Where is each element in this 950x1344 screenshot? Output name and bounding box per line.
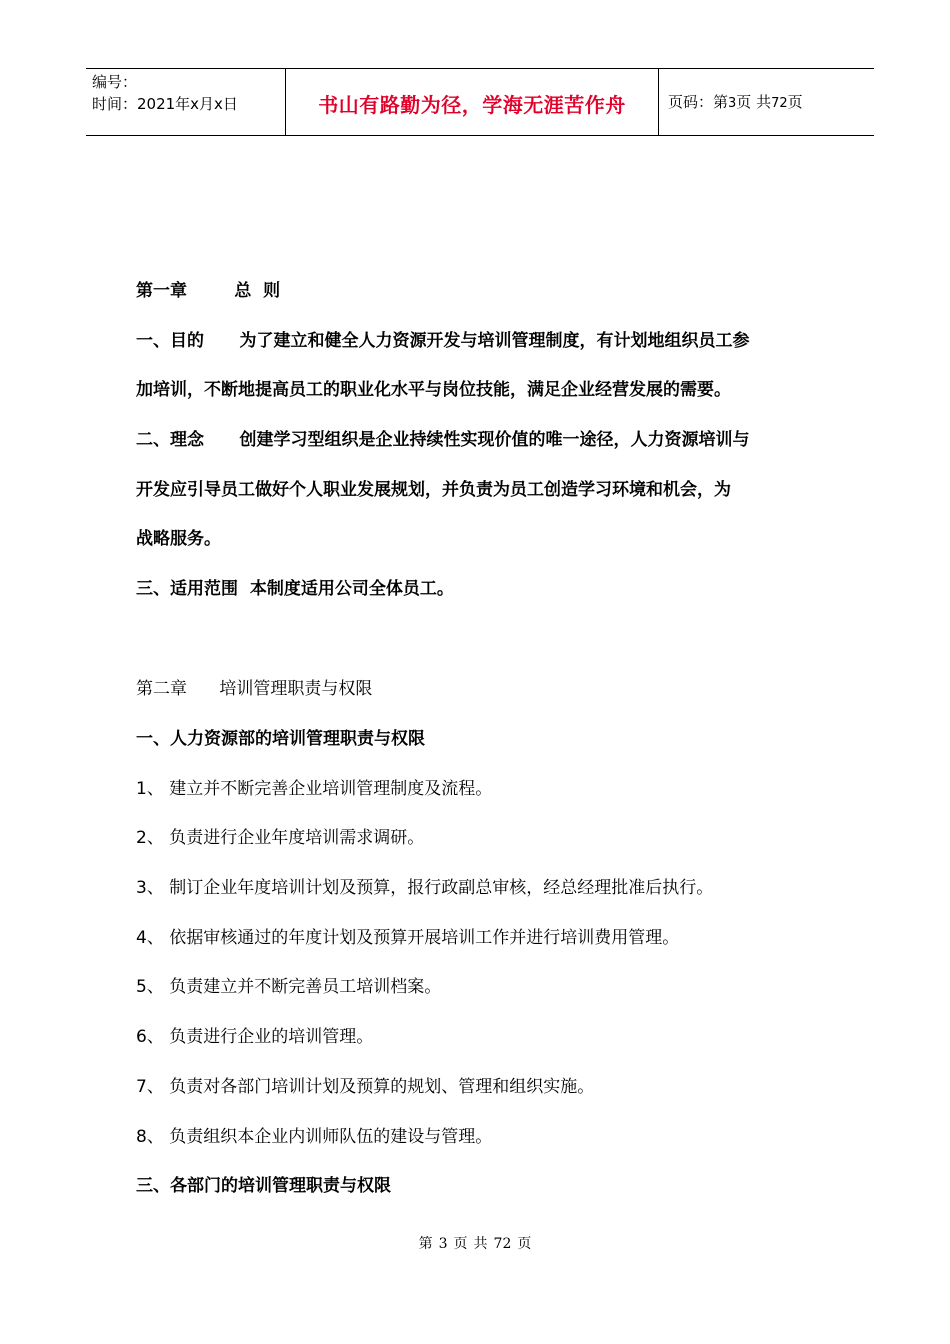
footer-suffix: 页	[517, 1236, 532, 1252]
page-suffix: 页	[787, 93, 803, 111]
list-item: 1、 建立并不断完善企业培训管理制度及流程。	[136, 779, 493, 799]
section-department-duties-title: 三、各部门的培训管理职责与权限	[136, 1176, 391, 1196]
chapter-2-title: 第二章 培训管理职责与权限	[136, 679, 373, 699]
paragraph-concept-line-2: 开发应引导员工做好个人职业发展规划，并负责为员工创造学习环境和机会，为	[136, 480, 731, 500]
header-divider	[658, 69, 659, 135]
footer-total-prefix: 共	[473, 1236, 488, 1252]
page-middle: 页 共	[736, 93, 772, 111]
header-meta	[92, 71, 282, 115]
list-item: 4、 依据审核通过的年度计划及预算开展培训工作并进行培训费用管理。	[136, 928, 680, 948]
header-page-info	[668, 91, 803, 112]
paragraph-concept-line-3: 战略服务。	[136, 529, 221, 549]
footer-prefix: 第	[418, 1236, 433, 1252]
footer-current: 3	[438, 1236, 448, 1252]
page-total: 72	[771, 96, 788, 111]
list-item: 3、 制订企业年度培训计划及预算，报行政副总审核，经总经理批准后执行。	[136, 878, 714, 898]
paragraph-scope: 三、适用范围 本制度适用公司全体员工。	[136, 579, 454, 599]
page-prefix: 页码：第	[668, 93, 729, 111]
document-date: 时间：2021年x月x日	[92, 95, 238, 113]
paragraph-purpose-line-1: 一、目的 为了建立和健全人力资源开发与培训管理制度，有计划地组织员工参	[136, 331, 750, 351]
list-item: 5、 负责建立并不断完善员工培训档案。	[136, 977, 442, 997]
list-item: 6、 负责进行企业的培训管理。	[136, 1027, 374, 1047]
page-footer	[0, 1233, 950, 1253]
document-header	[86, 68, 874, 136]
chapter-1-title: 第一章 总 则	[136, 281, 281, 301]
document-number-label: 编号：	[92, 73, 138, 91]
paragraph-purpose-line-2: 加培训，不断地提高员工的职业化水平与岗位技能，满足企业经营发展的需要。	[136, 380, 731, 400]
header-motto: 书山有路勤为径，学海无涯苦作舟	[318, 93, 626, 117]
list-item: 2、 负责进行企业年度培训需求调研。	[136, 828, 425, 848]
footer-middle: 页	[453, 1236, 468, 1252]
list-item: 7、 负责对各部门培训计划及预算的规划、管理和组织实施。	[136, 1077, 595, 1097]
footer-total: 72	[493, 1236, 512, 1252]
list-item: 8、 负责组织本企业内训师队伍的建设与管理。	[136, 1127, 493, 1147]
section-hr-duties-title: 一、人力资源部的培训管理职责与权限	[136, 729, 425, 749]
page-current: 3	[728, 96, 737, 111]
paragraph-concept-line-1: 二、理念 创建学习型组织是企业持续性实现价值的唯一途径，人力资源培训与	[136, 430, 750, 450]
